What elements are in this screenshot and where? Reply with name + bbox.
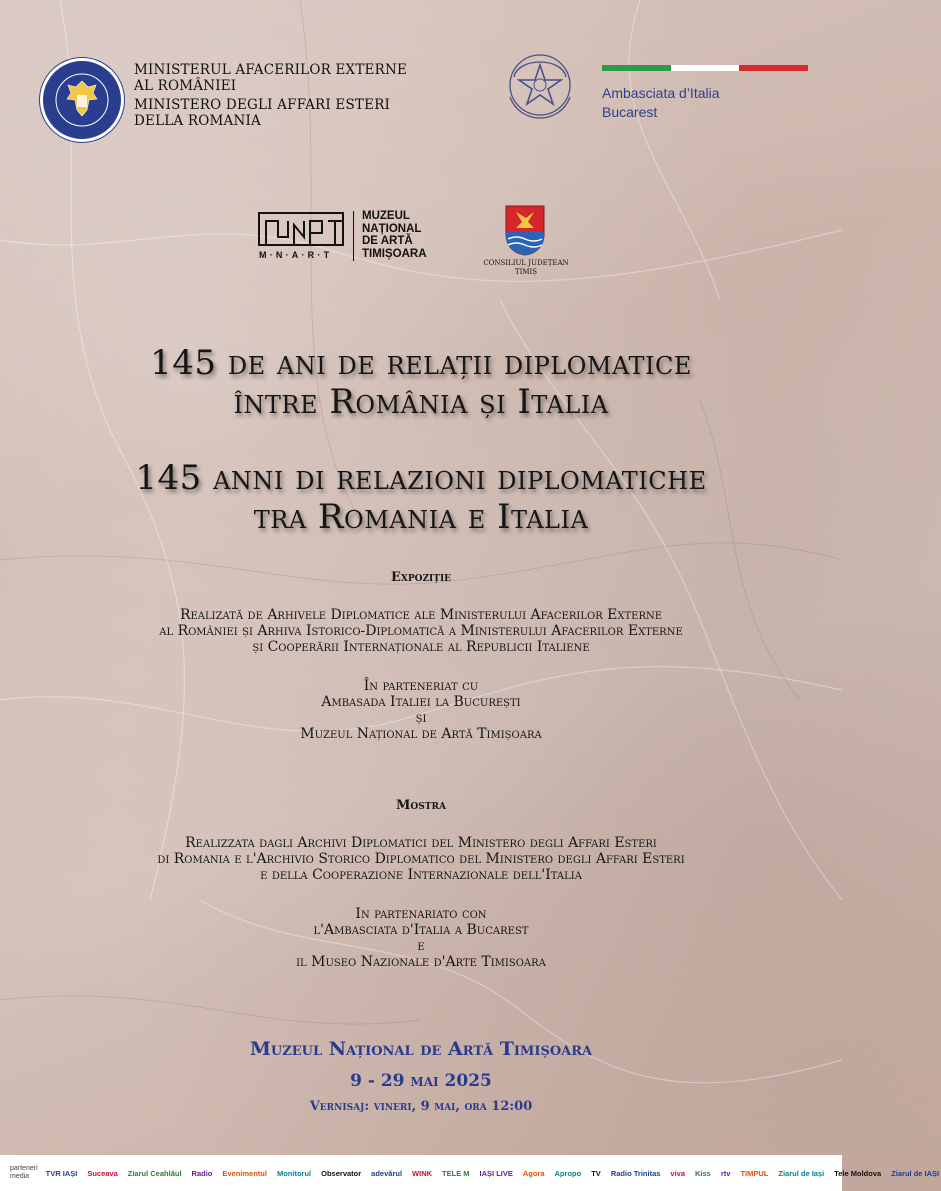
partner-logo: viva — [670, 1168, 686, 1178]
partner-logo: Radio Trinitas — [610, 1168, 661, 1178]
mnart-name-line-4: TIMIȘOARA — [362, 247, 427, 260]
vernisaj-info: Vernisaj: vineri, 9 mai, ora 12:00 — [309, 1099, 533, 1114]
flag-white — [671, 65, 740, 71]
partner-logo: Apropo — [554, 1168, 582, 1178]
partner-logo: TELE M — [442, 1168, 470, 1178]
description-ro-line-1: Realizată de Arhivele Diplomatice ale Ministerului Afacerilor Externe — [179, 607, 663, 623]
flag-red — [739, 65, 808, 71]
partner-ro-line-4: Muzeul Național de Artă Timișoara — [300, 726, 542, 742]
partner-ro-line-2: Ambasada Italiei la București — [321, 694, 521, 710]
venue-name: Muzeul Național de Artă Timișoara — [249, 1038, 593, 1060]
title-ro-line-1: 145 de ani de relații diplomatice — [150, 343, 692, 383]
mnart-name-line-1: MUZEUL — [362, 210, 410, 222]
partnership-ro — [0, 678, 842, 742]
mnart-name-line-2: NAȚIONAL — [362, 222, 422, 235]
title-romanian — [0, 344, 842, 422]
description-it-line-3: e della Cooperazione Internazionale dell'Italia — [260, 867, 582, 883]
partner-logo: Agora — [522, 1168, 545, 1178]
exhibition-heading-it — [0, 798, 842, 814]
italian-flag-bar — [602, 65, 808, 71]
partner-ro-line-1: În parteneriat cu — [363, 678, 479, 694]
partner-logo: Observator — [321, 1168, 362, 1178]
partner-logo: WINK — [412, 1168, 433, 1178]
ministry-line-4: DELLA ROMANIA — [134, 113, 261, 129]
description-it-line-1: Realizzata dagli Archivi Diplomatici del Ministero degli Affari Esteri — [185, 835, 657, 851]
title-italian — [0, 459, 842, 537]
media-partners-strip — [0, 1155, 940, 1191]
partner-logo: Kiss — [695, 1168, 711, 1178]
exhibition-heading-it-text: Mostra — [396, 798, 446, 813]
partner-logo: Ziarul de Iași — [778, 1168, 825, 1178]
partner-logo: Radio — [191, 1168, 213, 1178]
flag-green — [602, 65, 671, 71]
partner-logo: adevărul — [371, 1168, 403, 1178]
exhibition-heading-ro — [0, 570, 842, 586]
mnart-divider — [353, 211, 354, 261]
partner-logo: Ziarul Ceahlăul — [127, 1168, 182, 1178]
cjt-line-2: TIMIȘ — [514, 268, 538, 276]
partner-ro-line-3: și — [415, 710, 427, 726]
embassy-line-1: Ambasciata d’Italia — [602, 85, 720, 101]
exhibition-description-ro — [0, 607, 842, 655]
embassy-name — [602, 84, 720, 122]
description-ro-line-3: și Cooperării Internaționale al Republicii Italiene — [252, 639, 590, 655]
cjt-line-1: CONSILIUL JUDEȚEAN — [483, 259, 569, 267]
partner-it-line-2: l'Ambasciata d'Italia a Bucarest — [313, 922, 529, 938]
partner-logo: rtv — [720, 1168, 731, 1178]
title-ro-line-2: între România și Italia — [233, 382, 609, 422]
timis-county-crest-icon — [504, 204, 546, 256]
title-it-line-2: tra Romania e Italia — [253, 497, 589, 537]
partner-logo: Ziarul de IAȘI — [891, 1168, 940, 1178]
ministry-line-3: MINISTERO DEGLI AFFARI ESTERI — [134, 97, 391, 113]
partner-it-line-1: In partenariato con — [355, 906, 487, 922]
ministry-line-1: MINISTERUL AFACERILOR EXTERNE — [134, 62, 408, 78]
partner-logo: Suceava — [87, 1168, 118, 1178]
government-crest-icon — [43, 61, 121, 139]
partners-label: parteneri media — [10, 1165, 38, 1180]
partnership-it — [0, 906, 842, 970]
government-of-romania-logo — [40, 58, 124, 142]
mnart-name — [362, 210, 427, 260]
partner-logos — [44, 1168, 941, 1179]
description-ro-line-2: al României și Arhiva Istorico-Diplomatică a Ministerului Afacerilor Externe — [159, 623, 683, 639]
ministry-name — [134, 62, 407, 129]
partner-logo: Monitorul — [276, 1168, 312, 1178]
title-it-line-1: 145 anni di relazioni diplomatiche — [135, 458, 707, 498]
exhibition-description-it — [0, 835, 842, 883]
description-it-line-2: di Romania e l'Archivio Storico Diplomatico del Ministero degli Affari Esteri — [157, 851, 685, 867]
partner-logo: TVR IAȘI — [45, 1168, 78, 1178]
mnart-name-line-3: DE ARTĂ — [362, 235, 413, 247]
partner-it-line-3: e — [417, 938, 425, 954]
italian-republic-emblem-icon — [500, 47, 580, 129]
partner-logo: TV — [591, 1168, 601, 1178]
partner-logo: Tele Moldova — [834, 1168, 882, 1178]
embassy-line-2: Bucarest — [602, 104, 658, 120]
ministry-line-2: AL ROMÂNIEI — [134, 78, 237, 94]
partner-it-line-4: il Museo Nazionale d'Arte Timisoara — [296, 954, 546, 970]
exhibition-dates: 9 - 29 mai 2025 — [350, 1071, 492, 1091]
timis-county-council-name — [476, 259, 576, 277]
exhibition-heading-ro-text: Expoziție — [390, 570, 452, 585]
partner-logo: IAȘI LIVE — [479, 1168, 513, 1178]
partner-logo: TIMPUL — [740, 1168, 769, 1178]
partner-logo: Evenimentul — [222, 1168, 267, 1178]
mnart-caption: M·N·A·R·T — [259, 250, 333, 260]
